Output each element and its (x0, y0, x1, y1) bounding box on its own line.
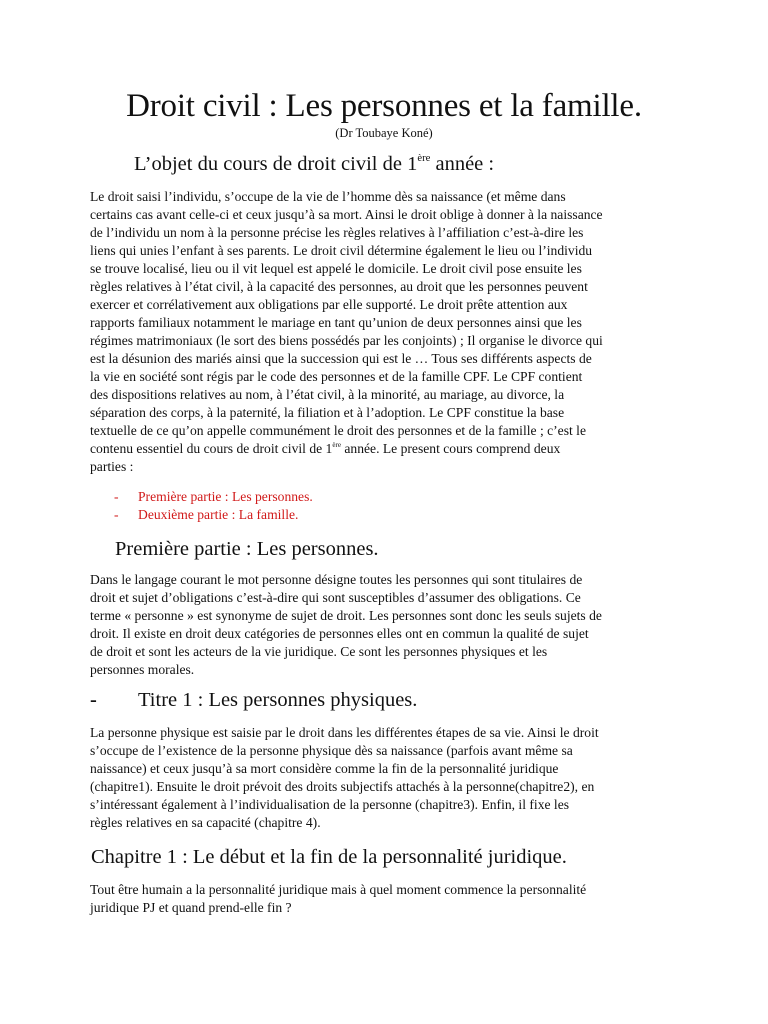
document-title: Droit civil : Les personnes et la famille. (126, 88, 642, 124)
intro-sup: ère (332, 441, 341, 449)
intro-line: Le droit saisi l’individu, s’occupe de la vie de l’homme dès sa naissance (et même dans (90, 189, 566, 204)
heading-titre-dash: - (90, 689, 97, 711)
titre1-line: (chapitre1). Ensuite le droit prévoit des droits subjectifs attachés à la personne(chapitre2), en (90, 779, 595, 794)
heading-objet-after: année : (430, 153, 495, 175)
part1-line: droit. Il existe en droit deux catégories de personnes elles ont en commun la qualité de sujet (90, 626, 589, 641)
titre1-line: s’intéressant également à l’individualisation de la personne (chapitre3). Enfin, il fixe les (90, 797, 570, 812)
intro-paragraph (90, 188, 680, 476)
titre1-line: règles relatives en sa capacité (chapitre 4). (90, 815, 321, 830)
intro-line: séparation des corps, à la paternité, la filiation et à l’adoption. Le CPF constitue la base (90, 405, 565, 420)
intro-line: des dispositions relatives au nom, à l’état civil, à la minorité, au mariage, au divorce, la (90, 387, 565, 402)
titre1-line: s’occupe de l’existence de la personne physique dès sa naissance (parfois avant même sa (90, 743, 573, 758)
intro-sup-before: contenu essentiel du cours de droit civil de 1 (90, 441, 333, 456)
list-dash: - (114, 507, 119, 522)
intro-line: rapports familiaux notamment le mariage en tant qu’union de deux personnes ainsi que les (90, 315, 582, 330)
heading-titre-1 (90, 686, 417, 714)
intro-line: la vie en société sont régis par le code des personnes et de la famille CPF. Le CPF contient (90, 369, 583, 384)
heading-objet-text: L’objet du cours de droit civil de 1 (134, 153, 418, 175)
chap1-line: Tout être humain a la personnalité juridique mais à quel moment commence la personnalité (90, 882, 587, 897)
list-dash: - (114, 489, 119, 504)
intro-sup-after: année. Le present cours comprend deux (340, 441, 561, 456)
intro-line: parties : (90, 459, 134, 474)
intro-line: régimes matrimoniaux (le sort des biens possédés par les conjoints) ; Il organise le divorce qui (90, 333, 603, 348)
list-item-label: Deuxième partie : La famille. (138, 507, 299, 522)
part1-line: de droit et sont les acteurs de la vie juridique. Ce sont les personnes physiques et les (90, 644, 548, 659)
heading-chapitre-1: Chapitre 1 : Le début et la fin de la personnalité juridique. (91, 846, 567, 868)
part1-line: Dans le langage courant le mot personne désigne toutes les personnes qui sont titulaires de (90, 572, 583, 587)
intro-line: textuelle de ce qu’on appelle communément le droit des personnes et de la famille ; c’est le (90, 423, 586, 438)
heading-objet-sup: ère (417, 152, 431, 164)
list-item-label: Première partie : Les personnes. (138, 489, 313, 504)
parts-list (114, 488, 313, 524)
part1-line: droit et sujet d’obligations c’est-à-dire qui sont susceptibles d’assumer des obligations. Ce (90, 590, 581, 605)
titre1-paragraph (90, 724, 680, 832)
chap1-line: juridique PJ et quand prend-elle fin ? (90, 900, 292, 915)
intro-line: se trouve localisé, lieu ou il vit lequel est appelé le domicile. Le droit civil pose ensuite les (90, 261, 582, 276)
intro-line: est la désunion des mariés ainsi que la succession qui est le … Tous ses différents aspects de (90, 351, 592, 366)
heading-titre-text: Titre 1 : Les personnes physiques. (138, 689, 418, 711)
chap1-paragraph (90, 881, 680, 917)
intro-line: règles relatives à l’état civil, à la capacité des personnes, au droit que les personnes peuvent (90, 279, 588, 294)
intro-line-with-superscript (90, 440, 680, 458)
intro-line: certains cas avant celle-ci et ceux jusqu’à sa mort. Ainsi le droit oblige à donner à la naissance (90, 207, 603, 222)
intro-line: liens qui unies l’enfant à ses parents. Le droit civil détermine également le lieu ou l’individu (90, 243, 593, 258)
heading-objet-du-cours (134, 150, 494, 178)
intro-line: de l’individu un nom à la personne précise les règles relatives à l’affiliation c’est-à-dire les (90, 225, 584, 240)
list-item-part-2 (114, 506, 313, 524)
heading-premiere-partie: Première partie : Les personnes. (115, 538, 379, 560)
part1-paragraph (90, 571, 680, 679)
intro-line: exercer et corrélativement aux obligations par elle supporté. Le droit prête attention aux (90, 297, 568, 312)
part1-line: terme « personne » est synonyme de sujet de droit. Les personnes sont donc les seuls sujets de (90, 608, 602, 623)
document-author: (Dr Toubaye Koné) (335, 126, 433, 140)
part1-line: personnes morales. (90, 662, 195, 677)
titre1-line: naissance) et ceux jusqu’à sa mort considère comme la fin de la personnalité juridique (90, 761, 559, 776)
titre1-line: La personne physique est saisie par le droit dans les différentes étapes de sa vie. Ainsi le droit (90, 725, 599, 740)
list-item-part-1 (114, 488, 313, 506)
